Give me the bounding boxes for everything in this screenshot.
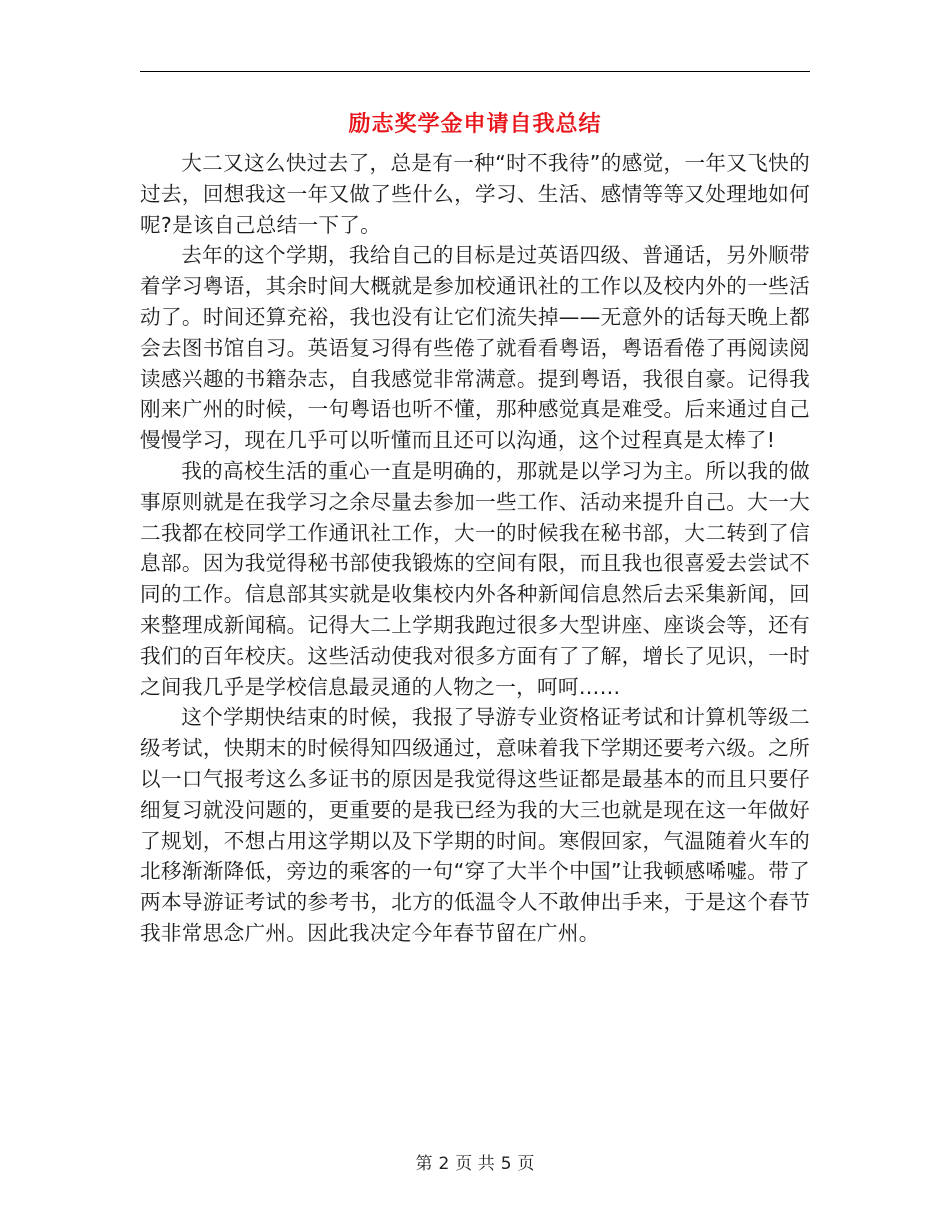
paragraph-4: 这个学期快结束的时候，我报了导游专业资格证考试和计算机等级二级考试，快期末的时候得知四级通过，意味着我下学期还要考六级。之所以一口气报考这么多证书的原因是我觉得这些证都是最基本的而且只要仔细复习就没问题的，更重要的是我已经为我的大三也就是现在这一年做好了规划，不想占用这学期以及下学期的时间。寒假回家，气温随着火车的北移渐渐降低，旁边的乘客的一句“穿了大半个中国”让我顿感唏嘘。带了两本导游证考试的参考书，北方的低温令人不敢伸出手来，于是这个春节我非常思念广州。因此我决定今年春节留在广州。 — [140, 705, 810, 945]
footer-current-page: 2 — [438, 1154, 450, 1174]
footer-label-page: 第 — [415, 1154, 433, 1174]
page-footer — [0, 1152, 950, 1176]
footer-total-pages: 5 — [500, 1154, 512, 1174]
paragraph-2: 去年的这个学期，我给自己的目标是过英语四级、普通话，另外顺带着学习粤语，其余时间大概就是参加校通讯社的工作以及校内外的一些活动了。时间还算充裕，我也没有让它们流失掉——无意外的话每天晚上都会去图书馆自习。英语复习得有些倦了就看看粤语，粤语看倦了再阅读阅读感兴趣的书籍杂志，自我感觉非常满意。提到粤语，我很自豪。记得我刚来广州的时候，一句粤语也听不懂，那种感觉真是难受。后来通过自己慢慢学习，现在几乎可以听懂而且还可以沟通，这个过程真是太棒了! — [140, 243, 810, 453]
document-title: 励志奖学金申请自我总结 — [348, 112, 602, 137]
paragraph-1: 大二又这么快过去了，总是有一种“时不我待”的感觉，一年又飞快的过去，回想我这一年又做了些什么，学习、生活、感情等等又处理地如何呢?是该自己总结一下了。 — [140, 151, 810, 237]
paragraph-3: 我的高校生活的重心一直是明确的，那就是以学习为主。所以我的做事原则就是在我学习之余尽量去参加一些工作、活动来提升自己。大一大二我都在校同学工作通讯社工作，大一的时候我在秘书部，大二转到了信息部。因为我觉得秘书部使我锻炼的空间有限，而且我也很喜爱去尝试不同的工作。信息部其实就是收集校内外各种新闻信息然后去采集新闻，回来整理成新闻稿。记得大二上学期我跑过很多大型讲座、座谈会等，还有我们的百年校庆。这些活动使我对很多方面有了了解，增长了见识，一时之间我几乎是学校信息最灵通的人物之一，呵呵…… — [140, 458, 810, 699]
footer-label-of: 页 共 — [455, 1154, 495, 1174]
header-rule — [140, 71, 810, 72]
document-body — [140, 148, 810, 949]
footer-label-end: 页 — [517, 1154, 535, 1174]
